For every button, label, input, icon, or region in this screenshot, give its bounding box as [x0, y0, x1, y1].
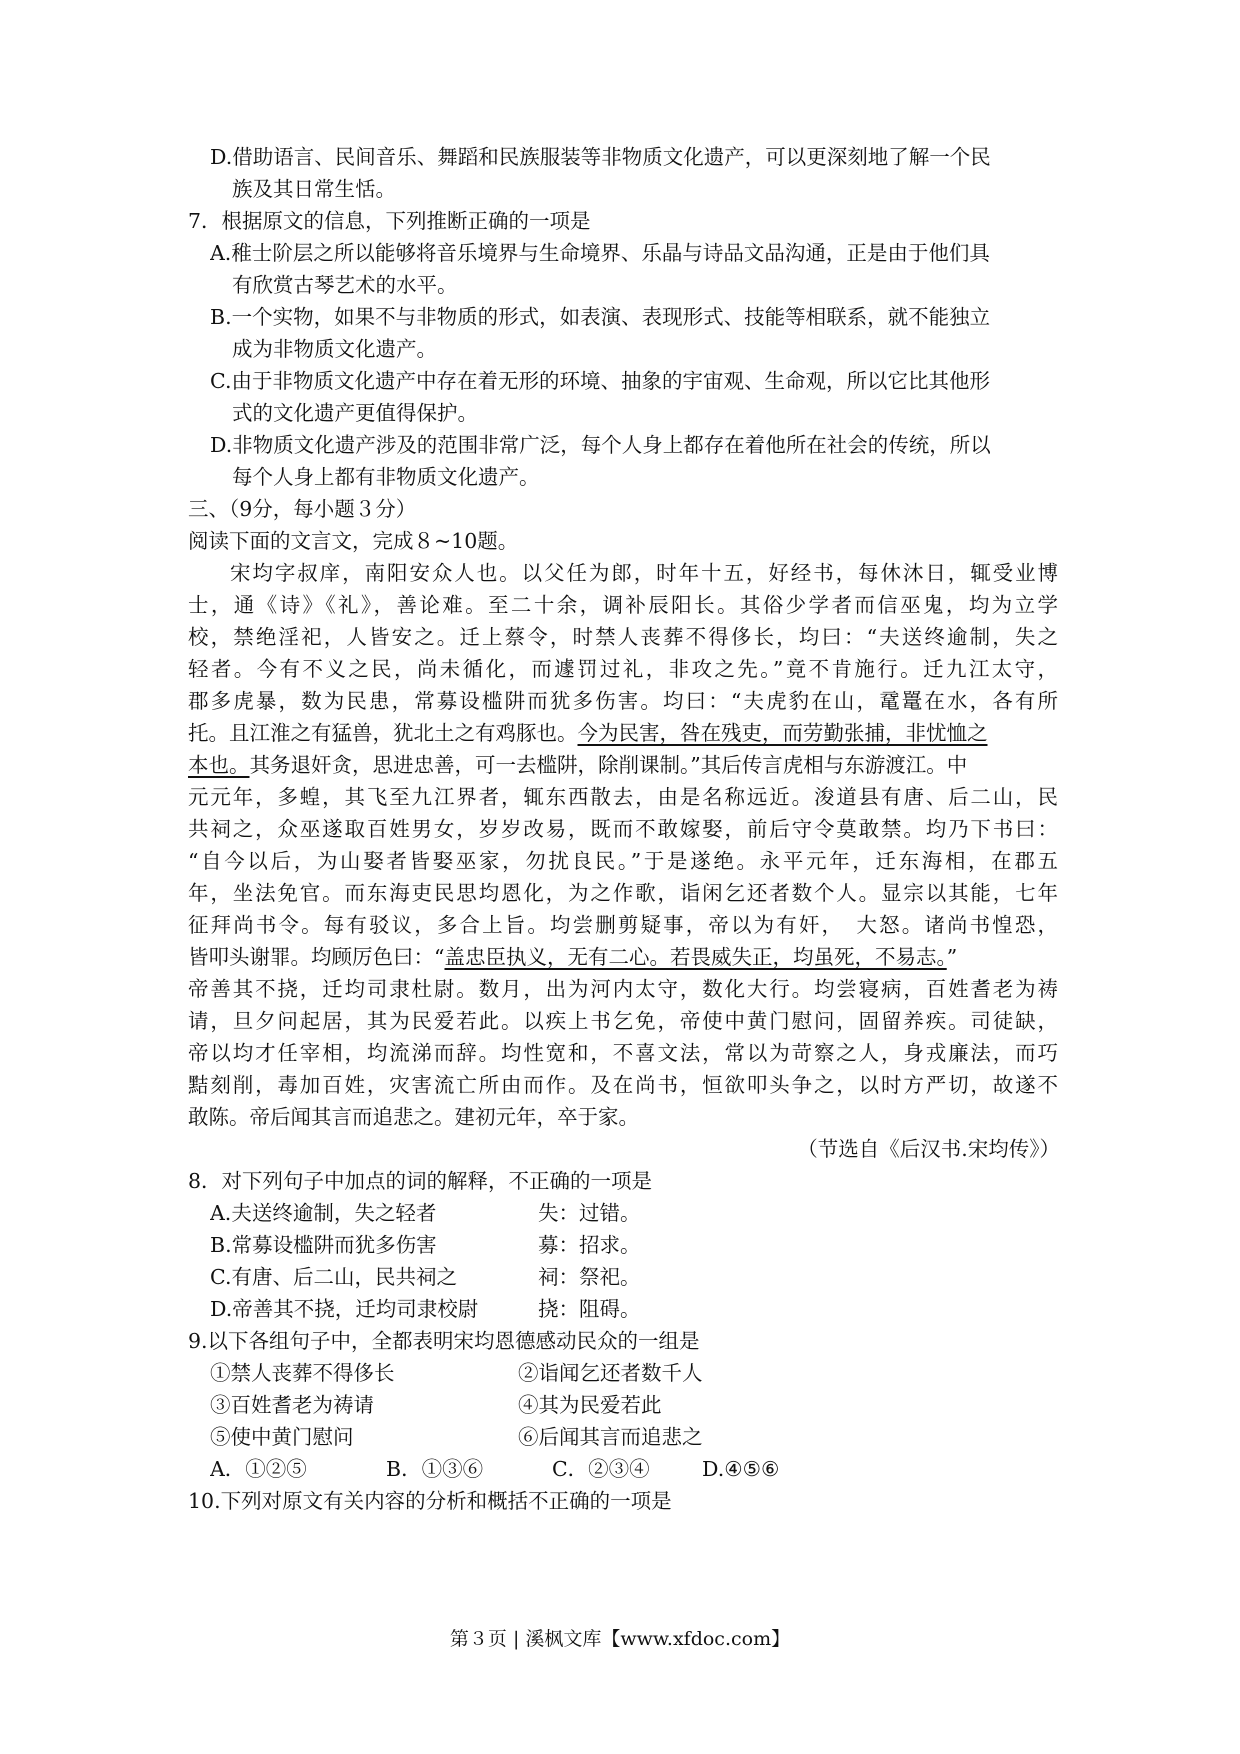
page-footer: 第３页 | 溪枫文库【www.xfdoc.com】	[449, 1628, 791, 1650]
q9-item-5: ⑤使中黄门慰问	[210, 1425, 354, 1449]
passage-line-15: 请，旦夕问起居，其为民爱若此。以疾上书乞免，帝使中黄门慰问，固留养疾。司徒缺，	[188, 1009, 1058, 1033]
passage-line-13-text-b: ”	[946, 945, 958, 969]
q8-option-a-sentence: A.夫送终逾制，失之轻者	[210, 1201, 437, 1225]
q9-items-row-2	[210, 1388, 1060, 1422]
passage-line-7	[188, 748, 1058, 782]
q7-option-b-line2: 成为非物质文化遗产。	[232, 337, 437, 361]
passage-line-9: 共祠之，众巫遂取百姓男女，岁岁改易，既而不敢嫁娶，前后守令莫敢禁。均乃下书曰：	[188, 817, 1058, 841]
passage-line-13-text-a: 皆叩头谢罪。均顾厉色曰：“	[188, 945, 445, 969]
q8-option-c-gloss: 祠：祭祀。	[538, 1265, 641, 1289]
passage-line-5: 郡多虎暴，数为民患，常募设槛阱而犹多伤害。均曰：“夫虎豹在山，鼋鼍在水，各有所	[188, 689, 1058, 713]
q6-option-d-line2: 族及其日常生恬。	[232, 177, 396, 201]
q8-option-b	[210, 1228, 1060, 1262]
section3-heading: 三、（9分，每小题３分）	[188, 497, 417, 521]
q9-items-row-1	[210, 1356, 1060, 1390]
q8-option-c	[210, 1260, 1060, 1294]
translation-underline-1b: 本也。	[188, 753, 250, 777]
passage-line-17: 黠刻削，毒加百姓，灾害流亡所由而作。及在尚书，恒欲叩头争之，以时方严切，故遂不	[188, 1073, 1058, 1097]
q8-option-b-gloss: 募：招求。	[538, 1233, 641, 1257]
q9-item-4: ④其为民爱若此	[518, 1393, 662, 1417]
passage-line-6-text: 托。且江淮之有猛兽，犹北土之有鸡豚也。	[188, 721, 578, 745]
q9-items-row-3	[210, 1420, 1060, 1454]
q9-option-d: D.④⑤⑥	[702, 1457, 780, 1481]
passage-line-1: 宋均字叔庠，南阳安众人也。以父任为郎，时年十五，好经书，每休沐日，辄受业博	[230, 561, 1058, 585]
q7-option-c-line2: 式的文化遗产更值得保护。	[232, 401, 478, 425]
q8-option-d	[210, 1292, 1060, 1326]
q7-option-d-line1: D.非物质文化遗产涉及的范围非常广泛，每个人身上都存在着他所在社会的传统，所以	[210, 433, 991, 457]
passage-line-18: 敢陈。帝后闻其言而追悲之。建初元年，卒于家。	[188, 1105, 639, 1129]
q9-item-1: ①禁人丧葬不得侈长	[210, 1361, 395, 1385]
passage-line-2: 士，通《诗》《礼》，善论难。至二十余，调补辰阳长。其俗少学者而信巫鬼，均为立学	[188, 593, 1058, 617]
q8-option-d-gloss: 挠：阻碍。	[538, 1297, 641, 1321]
q8-option-a-gloss: 失：过错。	[538, 1201, 641, 1225]
q9-item-2: ②诣闻乞还者数千人	[518, 1361, 703, 1385]
q7-option-a-line1: A.稚士阶层之所以能够将音乐境界与生命境界、乐晶与诗品文品沟通，正是由于他们具	[210, 241, 990, 265]
q8-stem: 8．对下列句子中加点的词的解释，不正确的一项是	[188, 1169, 653, 1193]
translation-underline-2: 盖忠臣执义，无有二心。若畏威失正，均虽死，不易志。	[444, 945, 947, 969]
q8-option-b-sentence: B.常募设槛阱而犹多伤害	[210, 1233, 437, 1257]
q7-stem: 7．根据原文的信息，下列推断正确的一项是	[188, 209, 591, 233]
passage-line-6	[188, 716, 1058, 750]
passage-line-16: 帝以均才任宰相，均流涕而辞。均性宽和，不喜文法，常以为苛察之人，身戎廉法，而巧	[188, 1041, 1058, 1065]
q9-item-6: ⑥后闻其言而追悲之	[518, 1425, 703, 1449]
passage-line-12: 征拜尚书令。每有驳议，多合上旨。均尝删剪疑事，帝以为有奸， 大怒。诸尚书惶恐，	[188, 913, 1058, 937]
q8-option-c-sentence: C.有唐、后二山，民共祠之	[210, 1265, 457, 1289]
q9-stem: 9.以下各组句子中，全都表明宋均恩德感动民众的一组是	[188, 1329, 700, 1353]
q7-option-a-line2: 有欣赏古琴艺术的水平。	[232, 273, 458, 297]
q7-option-d-line2: 每个人身上都有非物质文化遗产。	[232, 465, 540, 489]
q10-stem: 10.下列对原文有关内容的分析和概括不正确的一项是	[188, 1489, 672, 1513]
q9-answer-options	[210, 1452, 1060, 1486]
passage-line-3: 校，禁绝淫祀，人皆安之。迁上蔡令，时禁人丧葬不得侈长，均曰：“夫送终逾制，失之	[188, 625, 1058, 649]
translation-underline-1a: 今为民害，咎在残吏，而劳勤张捕，非忧恤之	[577, 721, 988, 745]
section3-instruction: 阅读下面的文言文，完成８~10题。	[188, 529, 519, 553]
q7-option-c-line1: C.由于非物质文化遗产中存在着无形的环境、抽象的宇宙观、生命观，所以它比其他形	[210, 369, 990, 393]
passage-line-11: 年，坐法免官。而东海吏民思均恩化，为之作歌，诣闲乞还者数个人。显宗以其能，七年	[188, 881, 1058, 905]
passage-line-4: 轻者。今有不义之民，尚未循化，而遽罚过礼，非攻之先。”竟不肯施行。迁九江太守，	[188, 657, 1058, 681]
passage-line-13	[188, 940, 1058, 974]
passage-line-14: 帝善其不挠，迁均司隶杜尉。数月，出为河内太守，数化大行。均尝寝病，百姓耆老为祷	[188, 977, 1058, 1001]
q9-item-3: ③百姓耆老为祷请	[210, 1393, 374, 1417]
q8-option-a	[210, 1196, 1060, 1230]
passage-line-7-text: 其务退奸贪，思进忠善，可一去槛阱，除削课制。”其后传言虎相与东游渡江。中	[249, 753, 968, 777]
passage-source: （节选自《后汉书.宋均传》）	[797, 1137, 1060, 1161]
q9-option-a: A．①②⑤	[210, 1457, 307, 1481]
q7-option-b-line1: B.一个实物，如果不与非物质的形式，如表演、表现形式、技能等相联系，就不能独立	[210, 305, 991, 329]
q9-option-c: C．②③④	[552, 1457, 650, 1481]
passage-line-8: 元元年，多蝗，其飞至九江界者，辄东西散去，由是名称远近。浚道县有唐、后二山，民	[188, 785, 1058, 809]
passage-line-10: “自今以后，为山娶者皆娶巫家，勿扰良民。”于是遂绝。永平元年，迁东海相，在郡五	[188, 849, 1058, 873]
q9-option-b: B．①③⑥	[386, 1457, 484, 1481]
q8-option-d-sentence: D.帝善其不挠，迁均司隶校尉	[210, 1297, 479, 1321]
q6-option-d-line1: D.借助语言、民间音乐、舞蹈和民族服装等非物质文化遗产，可以更深刻地了解一个民	[210, 145, 991, 169]
